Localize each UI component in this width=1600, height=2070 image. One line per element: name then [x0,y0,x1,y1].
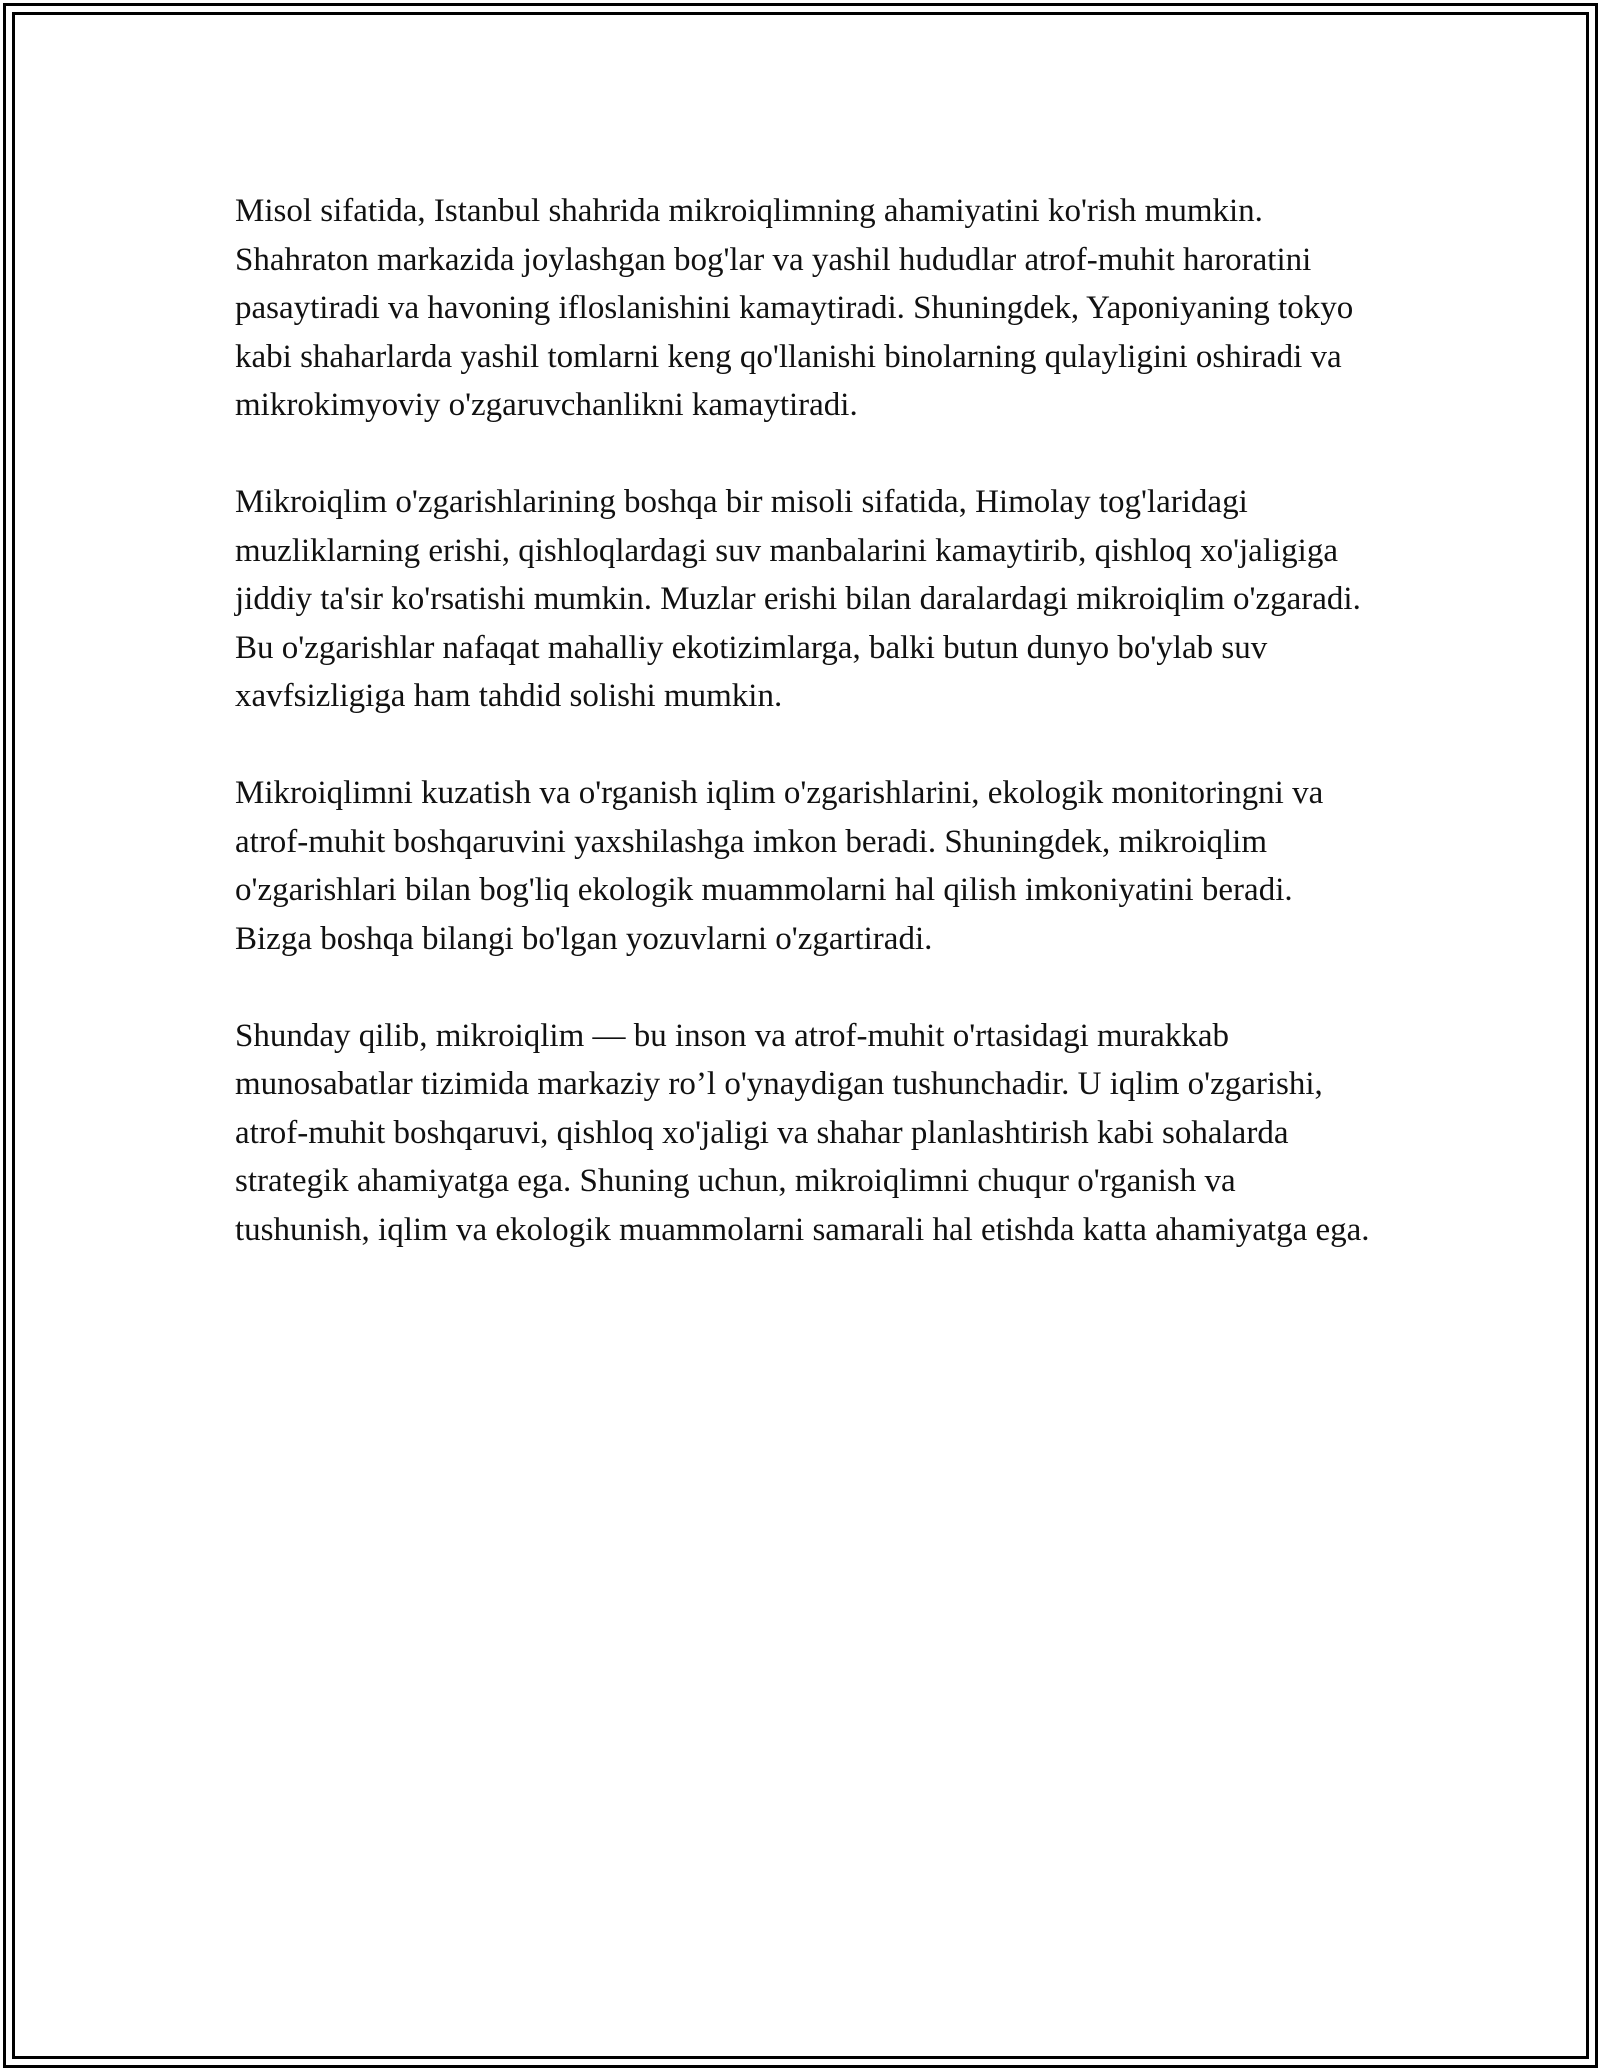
paragraph-2: Mikroiqlim o'zgarishlarining boshqa bir misoli sifatida, Himolay tog'laridagi muzliklarning erishi, qishloqlardagi suv manbalarini kamaytirib, qishloq xo'jaligiga jiddiy ta'sir ko'rsatishi mumkin. Muzlar erishi bilan daralardagi mikroiqlim o'zgaradi. Bu o'zgarishlar nafaqat mahalliy ekotizimlarga, balki butun dunyo bo'ylab suv xavfsizligiga ham tahdid solishi mumkin. [235,484,1361,714]
paragraph-4: Shunday qilib, mikroiqlim — bu inson va atrof-muhit o'rtasidagi murakkab munosabatlar tizimida markaziy ro’l o'ynaydigan tushunchadir. U iqlim o'zgarishi, atrof-muhit boshqaruvi, qishloq xo'jaligi va shahar planlashtirish kabi sohalarda strategik ahamiyatga ega. Shuning uchun, mikroiqlimni chuqur o'rganish va tushunish, iqlim va ekologik muammolarni samarali hal etishda katta ahamiyatga ega. [235,1017,1370,1248]
document-body [235,187,1370,1303]
paragraph-1: Misol sifatida, Istanbul shahrida mikroiqlimning ahamiyatini ko'rish mumkin. Shahraton markazida joylashgan bog'lar va yashil hududlar atrof-muhit haroratini pasaytiradi va havoning ifloslanishini kamaytiradi. Shuningdek, Yaponiyaning tokyo kabi shaharlarda yashil tomlarni keng qo'llanishi binolarning qulayligini oshiradi va mikrokimyoviy o'zgaruvchanlikni kamaytiradi. [235,193,1354,423]
paragraph-3: Mikroiqlimni kuzatish va o'rganish iqlim o'zgarishlarini, ekologik monitoringni va atrof-muhit boshqaruvini yaxshilashga imkon beradi. Shuningdek, mikroiqlim o'zgarishlari bilan bog'liq ekologik muammolarni hal qilish imkoniyatini beradi. Bizga boshqa bilangi bo'lgan yozuvlarni o'zgartiradi. [235,775,1324,957]
